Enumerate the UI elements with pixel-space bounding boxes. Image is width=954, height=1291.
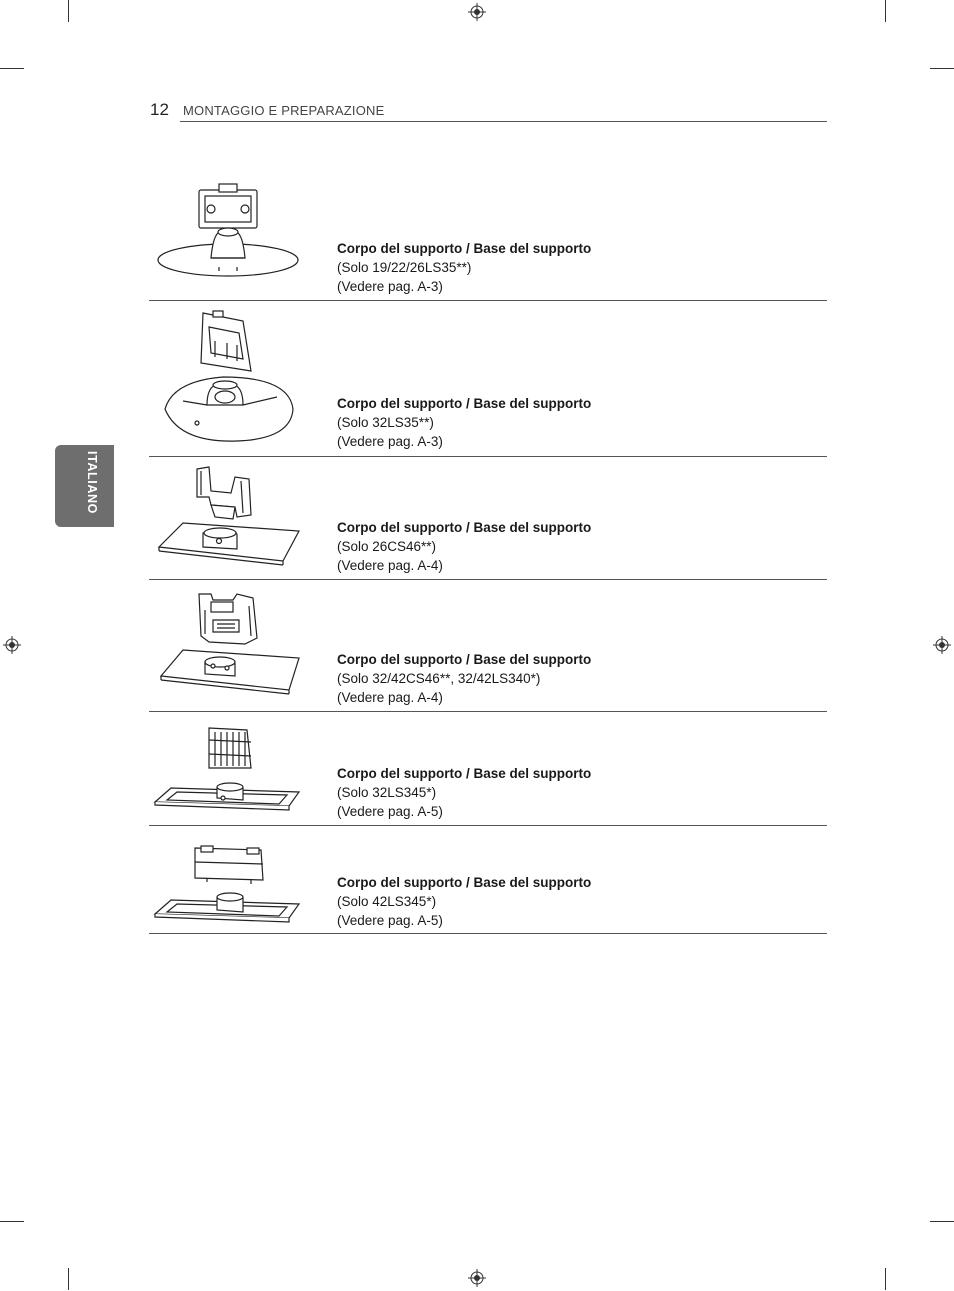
stand-19-26ls35-icon [153,180,303,295]
crop-mark [68,0,69,22]
part-models: (Solo 32LS345*) [337,785,437,800]
page-number: 12 [150,100,169,119]
part-title: Corpo del supporto / Base del supporto [337,396,592,411]
part-title: Corpo del supporto / Base del supporto [337,241,592,256]
part-reference: (Vedere pag. A-4) [337,690,443,705]
section-title: MONTAGGIO E PREPARAZIONE [183,103,385,118]
header-divider [180,121,827,122]
part-row [149,580,827,712]
part-models: (Solo 32/42CS46**, 32/42LS340*) [337,671,541,686]
part-row [149,826,827,934]
part-reference: (Vedere pag. A-5) [337,804,443,819]
part-models: (Solo 19/22/26LS35**) [337,260,472,275]
part-title: Corpo del supporto / Base del supporto [337,652,592,667]
part-title: Corpo del supporto / Base del supporto [337,875,592,890]
part-description [337,394,591,451]
part-models: (Solo 26CS46**) [337,539,437,554]
crop-mark [0,1221,24,1222]
part-row [149,712,827,826]
part-models: (Solo 32LS35**) [337,415,434,430]
part-reference: (Vedere pag. A-4) [337,558,443,573]
stand-42ls345-icon [153,826,303,930]
crop-mark [68,1268,69,1290]
crop-mark [0,68,24,69]
part-reference: (Vedere pag. A-5) [337,913,443,928]
part-row [149,301,827,457]
stand-32ls345-icon [153,712,303,822]
part-models: (Solo 42LS345*) [337,894,437,909]
registration-mark-icon [933,636,951,654]
part-description [337,239,591,296]
crop-mark [885,0,886,22]
crop-mark [885,1268,886,1290]
language-tab [55,445,114,527]
part-description [337,650,591,707]
language-tab-label: ITALIANO [85,451,99,514]
part-title: Corpo del supporto / Base del supporto [337,520,592,535]
stand-32ls35-icon [153,301,303,451]
part-description [337,518,591,575]
part-reference: (Vedere pag. A-3) [337,434,443,449]
part-row [149,457,827,580]
registration-mark-icon [3,636,21,654]
part-description [337,873,591,930]
stand-32-42cs46-icon [153,580,303,708]
part-description [337,764,591,821]
registration-mark-icon [468,1269,486,1287]
registration-mark-icon [468,3,486,21]
part-reference: (Vedere pag. A-3) [337,279,443,294]
crop-mark [930,68,954,69]
part-row [149,180,827,301]
stand-26cs46-icon [153,457,303,575]
part-title: Corpo del supporto / Base del supporto [337,766,592,781]
crop-mark [930,1221,954,1222]
